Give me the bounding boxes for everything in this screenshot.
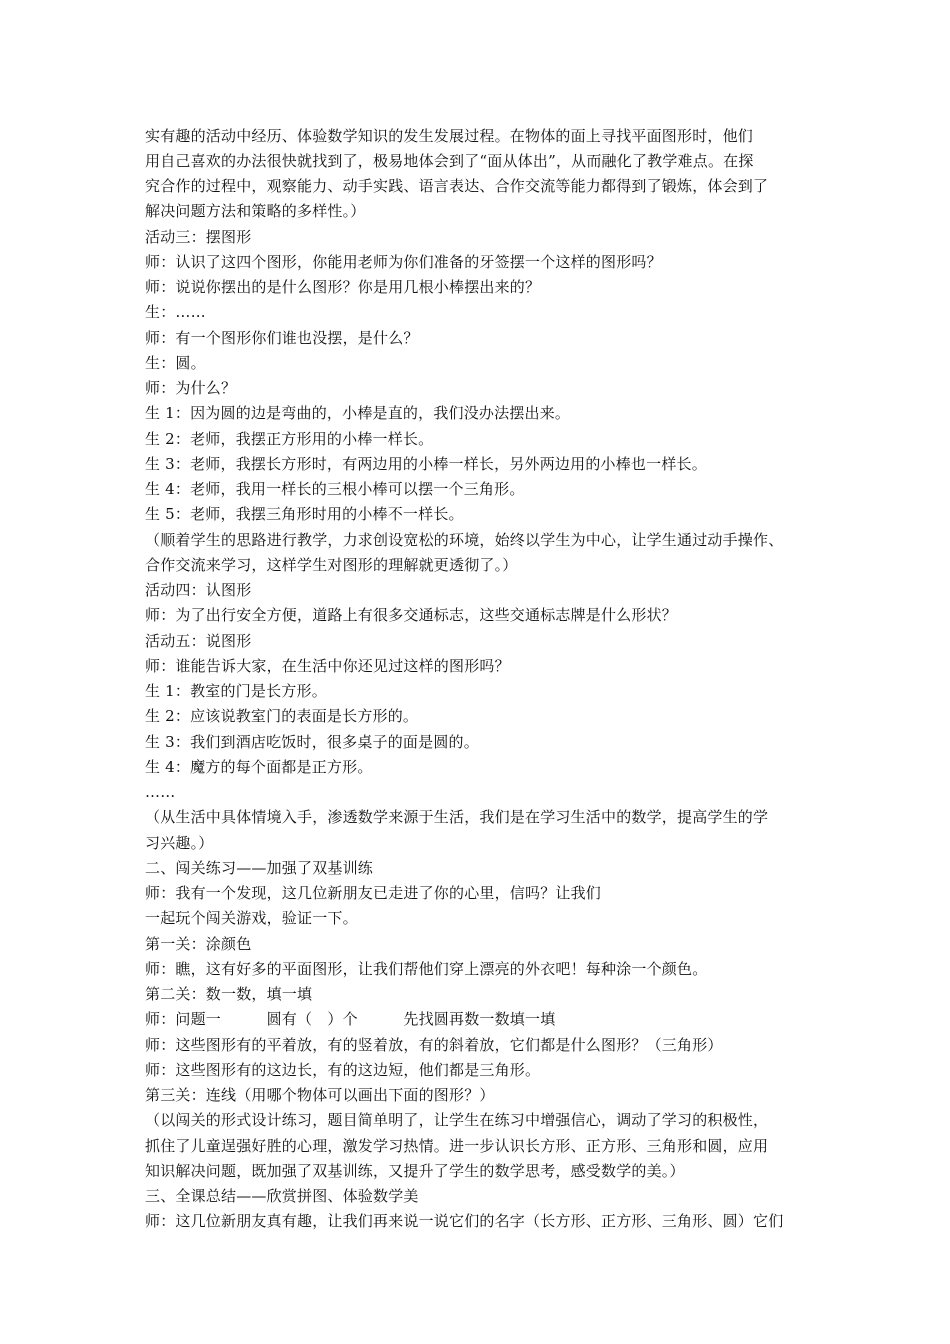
text-line: 师：有一个图形你们谁也没摆，是什么？ (145, 329, 419, 347)
section-heading: 第二关：数一数，填一填 (145, 985, 313, 1003)
section-heading: 三、全课总结——欣赏拼图、体验数学美 (145, 1187, 419, 1205)
text-line: 习兴趣。） (145, 834, 214, 852)
text-line: …… (145, 783, 176, 801)
text-line: 生 2：应该说教室门的表面是长方形的。 (145, 707, 419, 725)
text-line: 师：我有一个发现，这几位新朋友已走进了你的心里，信吗？让我们 (145, 884, 602, 902)
text-line: 师：问题一 圆有（ ）个 先找圆再数一数填一填 (145, 1010, 556, 1028)
text-line: 师：瞧，这有好多的平面图形，让我们帮他们穿上漂亮的外衣吧！每种涂一个颜色。 (145, 960, 708, 978)
text-line: 一起玩个闯关游戏，验证一下。 (145, 909, 358, 927)
section-heading: 二、闯关练习——加强了双基训练 (145, 859, 374, 877)
text-line: 生 4：老师，我用一样长的三根小棒可以摆一个三角形。 (145, 480, 525, 498)
text-line: 生 3：老师，我摆长方形时，有两边用的小棒一样长，另外两边用的小棒也一样长。 (145, 455, 707, 473)
text-line: 生 1：教室的门是长方形。 (145, 682, 327, 700)
text-line: 生 2：老师，我摆正方形用的小棒一样长。 (145, 430, 434, 448)
text-line: 抓住了儿童逞强好胜的心理，激发学习热情。进一步认识长方形、正方形、三角形和圆，应用 (145, 1137, 769, 1155)
text-line: 师：这些图形有的这边长，有的这边短，他们都是三角形。 (145, 1061, 541, 1079)
text-line: 师：为什么？ (145, 379, 237, 397)
text-line: 生 3：我们到酒店吃饭时，很多桌子的面是圆的。 (145, 733, 479, 751)
text-line: 生：…… (145, 303, 206, 321)
text-line: 生 4：魔方的每个面都是正方形。 (145, 758, 373, 776)
text-line: 生：圆。 (145, 354, 206, 372)
text-line: 师：说说你摆出的是什么图形？你是用几根小棒摆出来的？ (145, 278, 541, 296)
text-line: 合作交流来学习，这样学生对图形的理解就更透彻了。） (145, 556, 518, 574)
section-heading: 第三关：连线（用哪个物体可以画出下面的图形？） (145, 1086, 495, 1104)
text-line: （顺着学生的思路进行教学，力求创设宽松的环境，始终以学生为中心，让学生通过动手操作、 (145, 531, 784, 549)
text-line: 师：这几位新朋友真有趣，让我们再来说一说它们的名字（长方形、正方形、三角形、圆）它们 (145, 1212, 784, 1230)
text-line: （从生活中具体情境入手，渗透数学来源于生活，我们是在学习生活中的数学，提高学生的学 (145, 808, 769, 826)
text-line: 知识解决问题，既加强了双基训练，又提升了学生的数学思考，感受数学的美。） (145, 1162, 685, 1180)
text-line: 师：这些图形有的平着放，有的竖着放，有的斜着放，它们都是什么图形？（三角形） (145, 1036, 723, 1054)
text-line: 师：认识了这四个图形，你能用老师为你们准备的牙签摆一个这样的图形吗？ (145, 253, 662, 271)
text-line: 解决问题方法和策略的多样性。） (145, 202, 366, 220)
text-line: 生 5：老师，我摆三角形时用的小棒不一样长。 (145, 505, 464, 523)
section-heading: 第一关：涂颜色 (145, 935, 252, 953)
text-line: （以闯关的形式设计练习，题目简单明了，让学生在练习中增强信心，调动了学习的积极性， (145, 1111, 769, 1129)
text-line: 师：为了出行安全方便，道路上有很多交通标志，这些交通标志牌是什么形状？ (145, 606, 678, 624)
text-line: 师：谁能告诉大家，在生活中你还见过这样的图形吗？ (145, 657, 510, 675)
text-line: 实有趣的活动中经历、体验数学知识的发生发展过程。在物体的面上寻找平面图形时，他们 (145, 127, 754, 145)
text-line: 生 1：因为圆的边是弯曲的，小棒是直的，我们没办法摆出来。 (145, 404, 571, 422)
section-heading: 活动四：认图形 (145, 581, 252, 599)
section-heading: 活动五：说图形 (145, 632, 252, 650)
section-heading: 活动三：摆图形 (145, 228, 252, 246)
text-line: 用自己喜欢的办法很快就找到了，极易地体会到了“面从体出”，从而融化了教学难点。在探 (145, 152, 754, 170)
text-line: 究合作的过程中，观察能力、动手实践、语言表达、合作交流等能力都得到了锻炼，体会到了 (145, 177, 769, 195)
